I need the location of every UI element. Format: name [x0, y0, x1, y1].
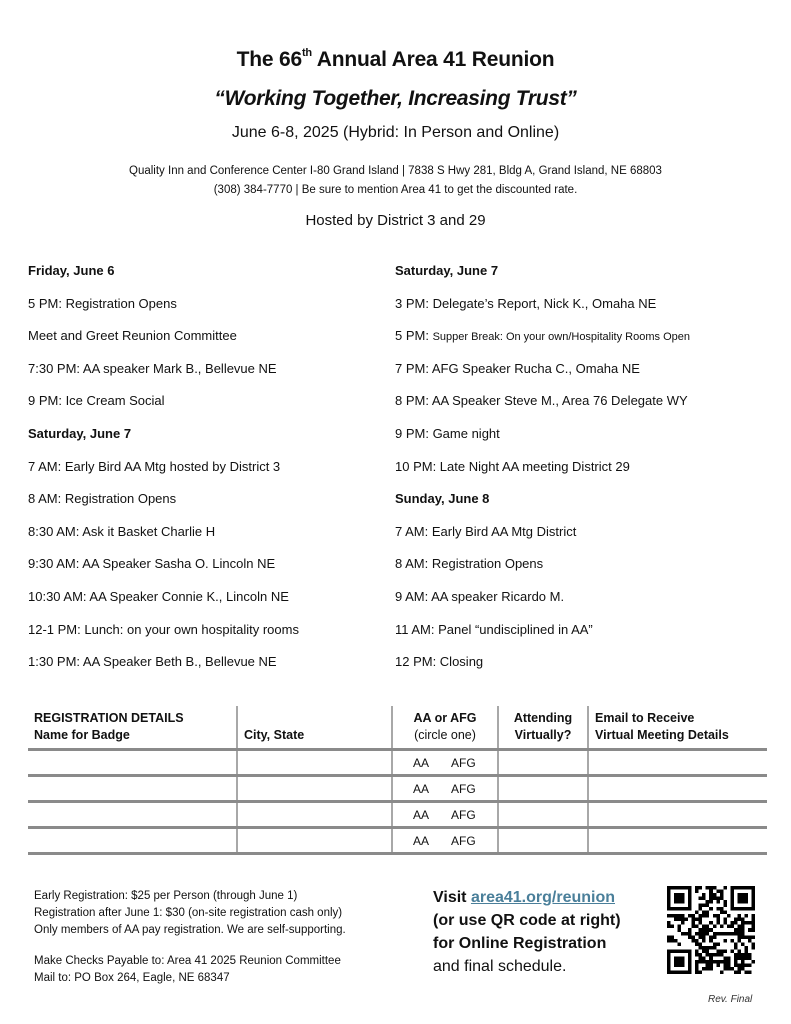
header-city-state: City, State — [237, 706, 392, 750]
aa-or-afg-choice[interactable] — [392, 828, 498, 854]
schedule-item: 10 PM: Late Night AA meeting District 29 — [395, 458, 630, 474]
early-registration-fee: Early Registration: $25 per Person (through June 1) — [34, 890, 298, 902]
schedule-item: 7:30 PM: AA speaker Mark B., Bellevue NE — [28, 360, 277, 376]
schedule-right-column — [395, 262, 690, 686]
schedule-item: Meet and Greet Reunion Committee — [28, 328, 237, 344]
event-dates: June 6-8, 2025 (Hybrid: In Person and Online) — [231, 124, 560, 141]
visit-label: Visit — [433, 889, 471, 906]
option-aa[interactable]: AA — [413, 781, 430, 796]
attending-virtually-field[interactable] — [498, 828, 588, 854]
venue-address: Quality Inn and Conference Center I-80 Grand Island | 7838 S Hwy 281, Bldg A, Grand Island, NE 68803 — [129, 165, 662, 177]
email-field[interactable] — [588, 750, 767, 776]
schedule-item: 9:30 AM: AA Speaker Sasha O. Lincoln NE — [28, 556, 276, 572]
revision-label: Rev. Final — [708, 994, 753, 1005]
page-title — [0, 48, 791, 72]
schedule-item: 1:30 PM: AA Speaker Beth B., Bellevue NE — [28, 654, 277, 670]
name-for-badge-field[interactable] — [28, 750, 237, 776]
header-registration-details: REGISTRATION DETAILS — [34, 711, 184, 725]
schedule-item: 7 PM: AFG Speaker Rucha C., Omaha NE — [395, 360, 640, 376]
attending-virtually-field[interactable] — [498, 802, 588, 828]
option-afg[interactable]: AFG — [451, 755, 476, 770]
reunion-link[interactable]: area41.org/reunion — [470, 889, 615, 906]
final-schedule-note: and final schedule. — [433, 958, 567, 975]
registration-row — [28, 750, 767, 776]
city-state-field[interactable] — [237, 750, 392, 776]
checks-payable: Make Checks Payable to: Area 41 2025 Reunion Committee — [34, 955, 341, 967]
registration-header-row — [28, 706, 767, 750]
option-afg[interactable]: AFG — [451, 833, 476, 848]
mailing-address: Mail to: PO Box 264, Eagle, NE 68347 — [34, 972, 230, 984]
schedule-item: 9 PM: Game night — [395, 425, 500, 441]
schedule-text: Supper Break: On your own/Hospitality Rooms Open — [432, 331, 690, 344]
schedule-item: 7 AM: Early Bird AA Mtg hosted by District 3 — [28, 458, 281, 474]
registration-table — [28, 706, 767, 855]
hosted-by: Hosted by District 3 and 29 — [305, 212, 486, 229]
online-registration-info — [433, 886, 621, 978]
schedule-item: 3 PM: Delegate’s Report, Nick K., Omaha NE — [395, 295, 657, 311]
title-ordinal: th — [301, 47, 312, 59]
option-afg[interactable]: AFG — [451, 807, 476, 822]
header-email-line2: Virtual Meeting Details — [595, 728, 729, 742]
option-aa[interactable]: AA — [413, 833, 430, 848]
header-email — [588, 706, 767, 750]
fee-info — [34, 888, 346, 987]
members-note: Only members of AA pay registration. We are self-supporting. — [34, 924, 346, 936]
theme-subtitle: “Working Together, Increasing Trust” — [214, 87, 577, 110]
online-purpose: for Online Registration — [433, 935, 607, 952]
option-afg[interactable]: AFG — [451, 781, 476, 796]
schedule-item: 12-1 PM: Lunch: on your own hospitality rooms — [28, 621, 299, 637]
header-aa-line2: (circle one) — [414, 728, 476, 742]
header-name-label: Name for Badge — [34, 728, 130, 742]
qr-note: (or use QR code at right) — [433, 912, 621, 929]
registration-row — [28, 828, 767, 854]
schedule-item: 9 PM: Ice Cream Social — [28, 393, 165, 409]
name-for-badge-field[interactable] — [28, 828, 237, 854]
schedule-left-column — [28, 262, 299, 686]
city-state-field[interactable] — [237, 776, 392, 802]
schedule-item: 11 AM: Panel “undisciplined in AA” — [395, 621, 593, 637]
name-for-badge-field[interactable] — [28, 776, 237, 802]
day-heading: Sunday, June 8 — [395, 491, 490, 507]
day-heading: Saturday, June 7 — [395, 263, 499, 278]
email-field[interactable] — [588, 828, 767, 854]
city-state-field[interactable] — [237, 802, 392, 828]
day-heading: Friday, June 6 — [28, 263, 115, 278]
aa-or-afg-choice[interactable] — [392, 750, 498, 776]
name-for-badge-field[interactable] — [28, 802, 237, 828]
schedule-item: 7 AM: Early Bird AA Mtg District — [395, 523, 577, 539]
option-aa[interactable]: AA — [413, 807, 430, 822]
schedule-time: 5 PM: — [395, 328, 433, 344]
aa-or-afg-choice[interactable] — [392, 776, 498, 802]
registration-row — [28, 776, 767, 802]
city-state-field[interactable] — [237, 828, 392, 854]
header-aa-or-afg — [392, 706, 498, 750]
email-field[interactable] — [588, 802, 767, 828]
schedule-item: 9 AM: AA speaker Ricardo M. — [395, 588, 565, 604]
schedule-item — [395, 327, 690, 360]
schedule-item: 8 AM: Registration Opens — [395, 556, 544, 572]
option-aa[interactable]: AA — [413, 755, 430, 770]
schedule-item: 12 PM: Closing — [395, 654, 484, 670]
late-registration-fee: Registration after June 1: $30 (on-site registration cash only) — [34, 907, 343, 919]
header-virtual-line1: Attending — [513, 711, 573, 725]
schedule-item: 10:30 AM: AA Speaker Connie K., Lincoln NE — [28, 588, 289, 604]
header-attending-virtually — [498, 706, 588, 750]
header-virtual-line2: Virtually? — [514, 728, 572, 742]
header-aa-line1: AA or AFG — [413, 711, 477, 725]
schedule-item: 5 PM: Registration Opens — [28, 295, 177, 311]
day-heading: Saturday, June 7 — [28, 425, 132, 441]
email-field[interactable] — [588, 776, 767, 802]
schedule-item: 8:30 AM: Ask it Basket Charlie H — [28, 523, 216, 539]
attending-virtually-field[interactable] — [498, 776, 588, 802]
registration-row — [28, 802, 767, 828]
schedule-item: 8 AM: Registration Opens — [28, 491, 177, 507]
title-text-rest: Annual Area 41 Reunion — [311, 48, 555, 71]
attending-virtually-field[interactable] — [498, 750, 588, 776]
header-email-line1: Email to Receive — [595, 711, 695, 725]
venue-info — [0, 162, 791, 200]
header-name-for-badge — [28, 706, 237, 750]
venue-phone: (308) 384-7770 | Be sure to mention Area 41 to get the discounted rate. — [213, 184, 578, 196]
schedule-item: 8 PM: AA Speaker Steve M., Area 76 Delegate WY — [395, 393, 688, 409]
title-text: The 66 — [236, 48, 302, 71]
aa-or-afg-choice[interactable] — [392, 802, 498, 828]
qr-code-icon[interactable] — [667, 886, 755, 974]
